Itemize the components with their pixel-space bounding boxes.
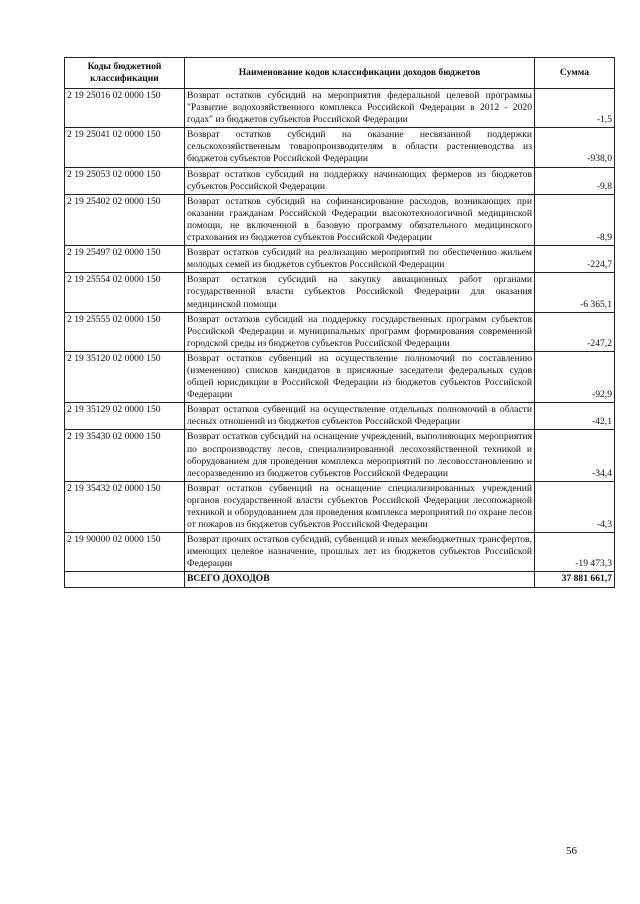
row-name: Возврат остатков субсидий на реализацию мероприятий по обеспечению жильем молодых семей из бюджетов субъектов Российской Федерации (185, 246, 535, 273)
row-name: Возврат остатков субсидий на оснащение учреждений, выполняющих мероприятия по воспроизводству лесов, специализированной лесохозяйственной техникой и оборудованием для проведения комплекса мероприятий по лесовосстановлению и лесоразведению из бюджетов субъектов Российской Федерации (185, 430, 535, 481)
table-row (65, 351, 615, 402)
revenue-table (64, 57, 615, 588)
table-row (65, 89, 615, 128)
row-code: 2 19 35129 02 0000 150 (65, 403, 185, 430)
row-name: Возврат остатков субвенций на оснащение специализированных учреждений органов государственной власти субъектов Российской Федерации лесопожарной техникой и оборудованием для проведения комплекса мероприятий по охране лесов от пожаров из бюджетов субъектов Российской Федерации (185, 481, 535, 532)
table-row (65, 128, 615, 167)
table-row (65, 481, 615, 532)
row-name: Возврат остатков субвенций на осуществление отдельных полномочий в области лесных отношений из бюджетов субъектов Российской Федерации (185, 403, 535, 430)
row-code: 2 19 25497 02 0000 150 (65, 246, 185, 273)
row-name: Возврат прочих остатков субсидий, субвенций и иных межбюджетных трансфертов, имеющих целевое назначение, прошлых лет из бюджетов субъектов Российской Федерации (185, 533, 535, 572)
table-row (65, 167, 615, 194)
row-code: 2 19 35430 02 0000 150 (65, 430, 185, 481)
row-sum: -4,3 (535, 481, 615, 532)
row-code: 2 19 25053 02 0000 150 (65, 167, 185, 194)
row-code: 2 19 35432 02 0000 150 (65, 481, 185, 532)
table-header-row (65, 58, 615, 89)
row-name: Возврат остатков субсидий на поддержку начинающих фермеров из бюджетов субъектов Российской Федерации (185, 167, 535, 194)
table-row (65, 312, 615, 351)
total-sum: 37 881 661,7 (535, 572, 615, 587)
row-name: Возврат остатков субсидий на поддержку государственных программ субъектов Российской Федерации и муниципальных программ формирования современной городской среды из бюджетов субъектов Российской Федерации (185, 312, 535, 351)
row-name: Возврат остатков субвенций на осуществление полномочий по составлению (изменению) списков кандидатов в присяжные заседатели федеральных судов общей юрисдикции в Российской Федерации из бюджетов субъектов Российской Федерации (185, 351, 535, 402)
row-name: Возврат остатков субсидий на мероприятия федеральной целевой программы "Развитие водохозяйственного комплекса Российской Федерации в 2012 - 2020 годах" из бюджетов субъектов Российской Федерации (185, 89, 535, 128)
total-row (65, 572, 615, 587)
header-code: Коды бюджетной классификации (65, 58, 185, 89)
row-sum: -19 473,3 (535, 533, 615, 572)
header-name: Наименование кодов классификации доходов бюджетов (185, 58, 535, 89)
header-sum: Сумма (535, 58, 615, 89)
row-sum: -247,2 (535, 312, 615, 351)
row-sum: -42,1 (535, 403, 615, 430)
row-sum: -34,4 (535, 430, 615, 481)
table-row (65, 430, 615, 481)
row-code: 2 19 35120 02 0000 150 (65, 351, 185, 402)
row-sum: -1,5 (535, 89, 615, 128)
row-name: Возврат остатков субсидий на оказание несвязанной поддержки сельскохозяйственным товаропроизводителям в области растениеводства из бюджетов субъектов Российской Федерации (185, 128, 535, 167)
row-code: 2 19 25016 02 0000 150 (65, 89, 185, 128)
total-label: ВСЕГО ДОХОДОВ (185, 572, 535, 587)
page-number: 56 (566, 845, 577, 857)
table-row (65, 403, 615, 430)
row-code: 2 19 25554 02 0000 150 (65, 273, 185, 312)
row-sum: -6 365,1 (535, 273, 615, 312)
row-sum: -8,9 (535, 194, 615, 245)
table-row (65, 246, 615, 273)
row-code: 2 19 25555 02 0000 150 (65, 312, 185, 351)
row-code: 2 19 25041 02 0000 150 (65, 128, 185, 167)
table-row (65, 273, 615, 312)
row-sum: -92,9 (535, 351, 615, 402)
row-name: Возврат остатков субсидий на софинансирование расходов, возникающих при оказании гражданам Российской Федерации высокотехнологичной медицинской помощи, не включенной в базовую программу обязательного медицинского страхования из бюджетов субъектов Российской Федерации (185, 194, 535, 245)
row-name: Возврат остатков субсидий на закупку авиационных работ органами государственной власти субъектов Российской Федерации для оказания медицинской помощи (185, 273, 535, 312)
row-code: 2 19 25402 02 0000 150 (65, 194, 185, 245)
row-sum: -9,8 (535, 167, 615, 194)
table-row (65, 533, 615, 572)
row-sum: -224,7 (535, 246, 615, 273)
row-sum: -938,0 (535, 128, 615, 167)
row-code: 2 19 90000 02 0000 150 (65, 533, 185, 572)
table-row (65, 194, 615, 245)
total-code (65, 572, 185, 587)
